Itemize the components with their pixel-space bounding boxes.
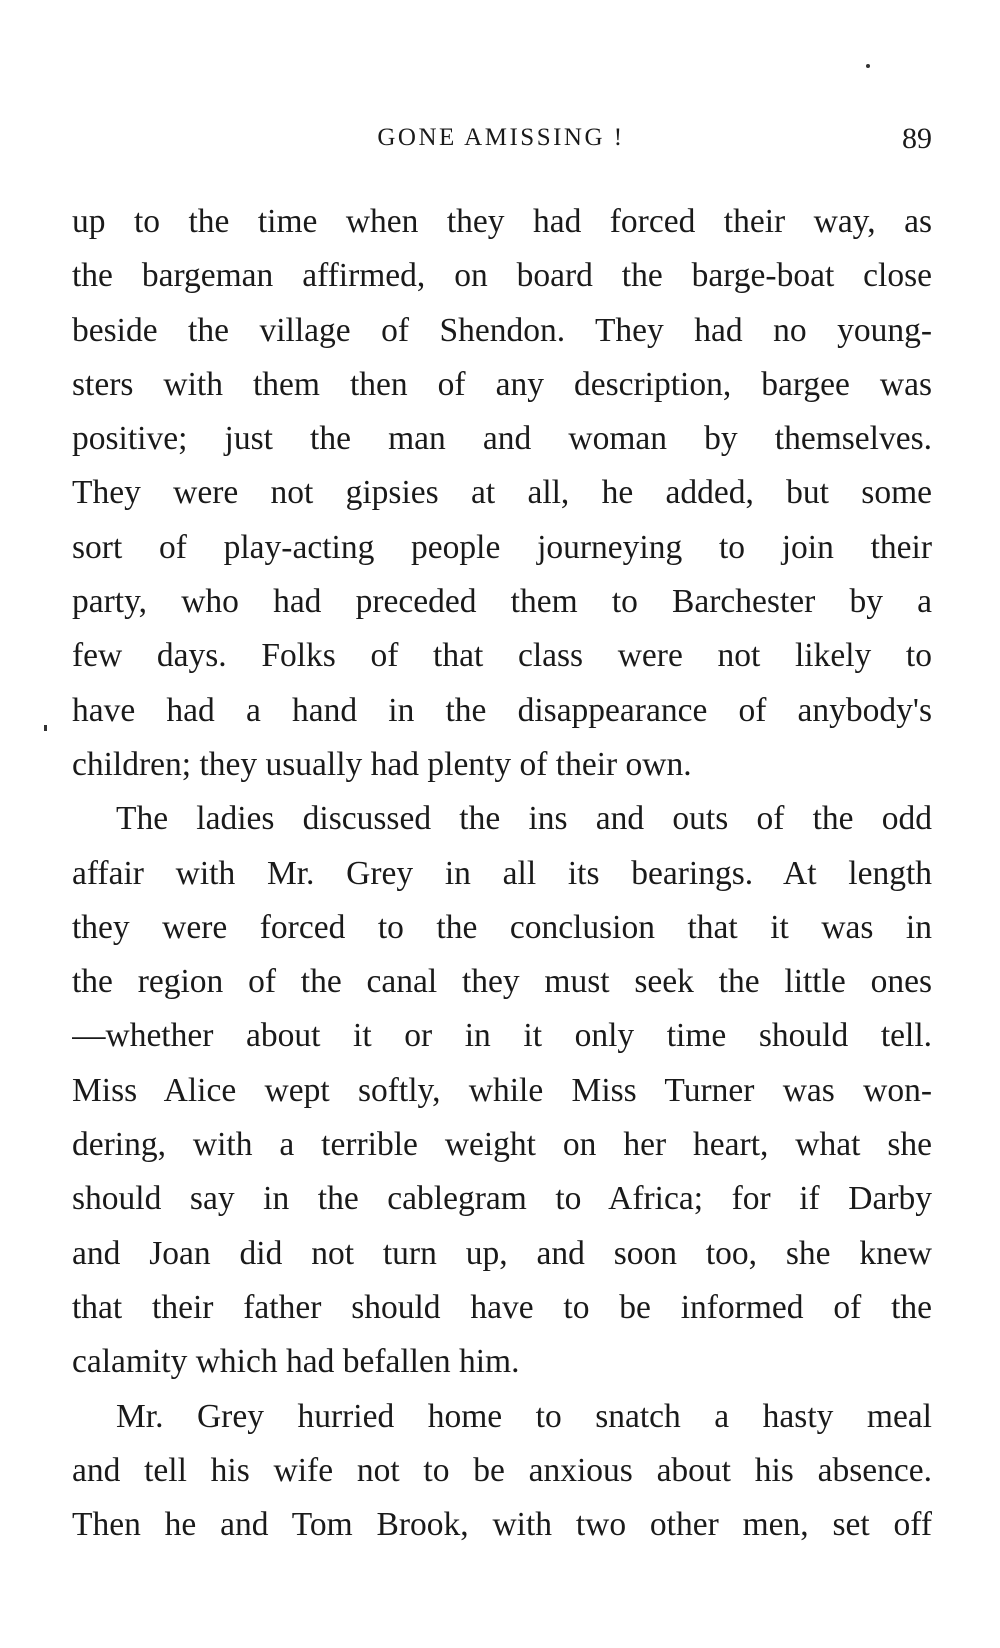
text-line: Then he and Tom Brook, with two other men, set off — [72, 1506, 932, 1544]
text-line: They were not gipsies at all, he added, but some — [72, 474, 932, 512]
text-line: calamity which had befallen him. — [72, 1343, 520, 1381]
text-line: affair with Mr. Grey in all its bearings. At length — [72, 854, 932, 892]
text-line: sters with them then of any description, bargee was — [72, 365, 932, 403]
text-line: beside the village of Shendon. They had no young- — [72, 311, 932, 349]
page-header — [70, 118, 932, 158]
text-line: Mr. Grey hurried home to snatch a hasty meal — [116, 1397, 932, 1435]
text-line: they were forced to the conclusion that it was in — [72, 908, 932, 946]
text-line: Miss Alice wept softly, while Miss Turner was won- — [72, 1071, 932, 1109]
margin-mark — [44, 725, 47, 731]
page-number: 89 — [902, 122, 932, 155]
text-line: sort of play-acting people journeying to join their — [72, 528, 932, 566]
text-line: up to the time when they had forced their way, as — [72, 203, 932, 240]
text-line: positive; just the man and woman by themselves. — [72, 420, 932, 458]
text-line: the bargeman affirmed, on board the barge-boat close — [72, 257, 932, 295]
text-line: and tell his wife not to be anxious about his absence. — [72, 1451, 932, 1489]
text-line: the region of the canal they must seek the little ones — [72, 963, 932, 1001]
text-line: have had a hand in the disappearance of anybody's — [72, 691, 932, 729]
text-line: should say in the cablegram to Africa; for if Darby — [72, 1180, 932, 1218]
text-line: —whether about it or in it only time should tell. — [72, 1017, 932, 1055]
print-speck — [866, 64, 870, 68]
running-title: GONE AMISSING ! — [377, 124, 625, 151]
text-line: children; they usually had plenty of their own. — [72, 745, 692, 783]
text-line: that their father should have to be informed of the — [72, 1288, 932, 1326]
text-line: The ladies discussed the ins and outs of the odd — [116, 800, 932, 838]
text-line: few days. Folks of that class were not likely to — [72, 637, 932, 675]
text-line: and Joan did not turn up, and soon too, she knew — [72, 1234, 932, 1272]
text-line: dering, with a terrible weight on her heart, what she — [72, 1126, 932, 1164]
text-line: party, who had preceded them to Barchester by a — [72, 583, 932, 621]
body-text — [72, 195, 932, 1552]
